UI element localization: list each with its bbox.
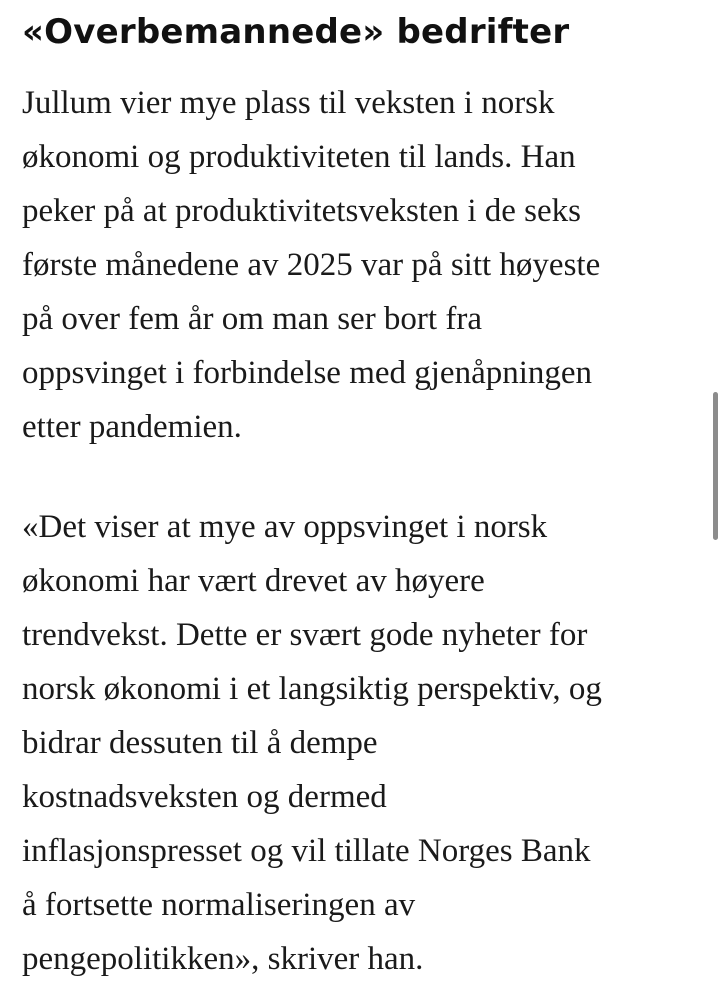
paragraph-line: bidrar dessuten til å dempe	[22, 725, 378, 761]
paragraph-line: «Det viser at mye av oppsvinget i norsk	[22, 509, 548, 545]
article-paragraph-quote	[22, 500, 602, 986]
paragraph-line: trendvekst. Dette er svært gode nyheter for	[22, 617, 588, 653]
paragraph-line: peker på at produktivitetsveksten i de seks	[22, 193, 582, 229]
paragraph-line: første månedene av 2025 var på sitt høyeste	[22, 247, 601, 283]
article-paragraph	[22, 76, 600, 454]
paragraph-line: oppsvinget i forbindelse med gjenåpningen	[22, 355, 593, 391]
paragraph-line: pengepolitikken», skriver han.	[22, 941, 424, 977]
paragraph-line: kostnadsveksten og dermed	[22, 779, 387, 815]
paragraph-line: å fortsette normaliseringen av	[22, 887, 416, 923]
paragraph-line: norsk økonomi i et langsiktig perspektiv, og	[22, 671, 602, 707]
paragraph-line: etter pandemien.	[22, 409, 242, 445]
paragraph-line: inflasjonspresset og vil tillate Norges Bank	[22, 833, 591, 869]
paragraph-line: på over fem år om man ser bort fra	[22, 301, 482, 337]
paragraph-line: økonomi og produktiviteten til lands. Han	[22, 139, 576, 175]
paragraph-line: Jullum vier mye plass til veksten i norsk	[22, 85, 555, 121]
vertical-scrollbar[interactable]	[713, 392, 718, 540]
paragraph-line: økonomi har vært drevet av høyere	[22, 563, 485, 599]
section-heading: «Overbemannede» bedrifter	[22, 12, 570, 52]
